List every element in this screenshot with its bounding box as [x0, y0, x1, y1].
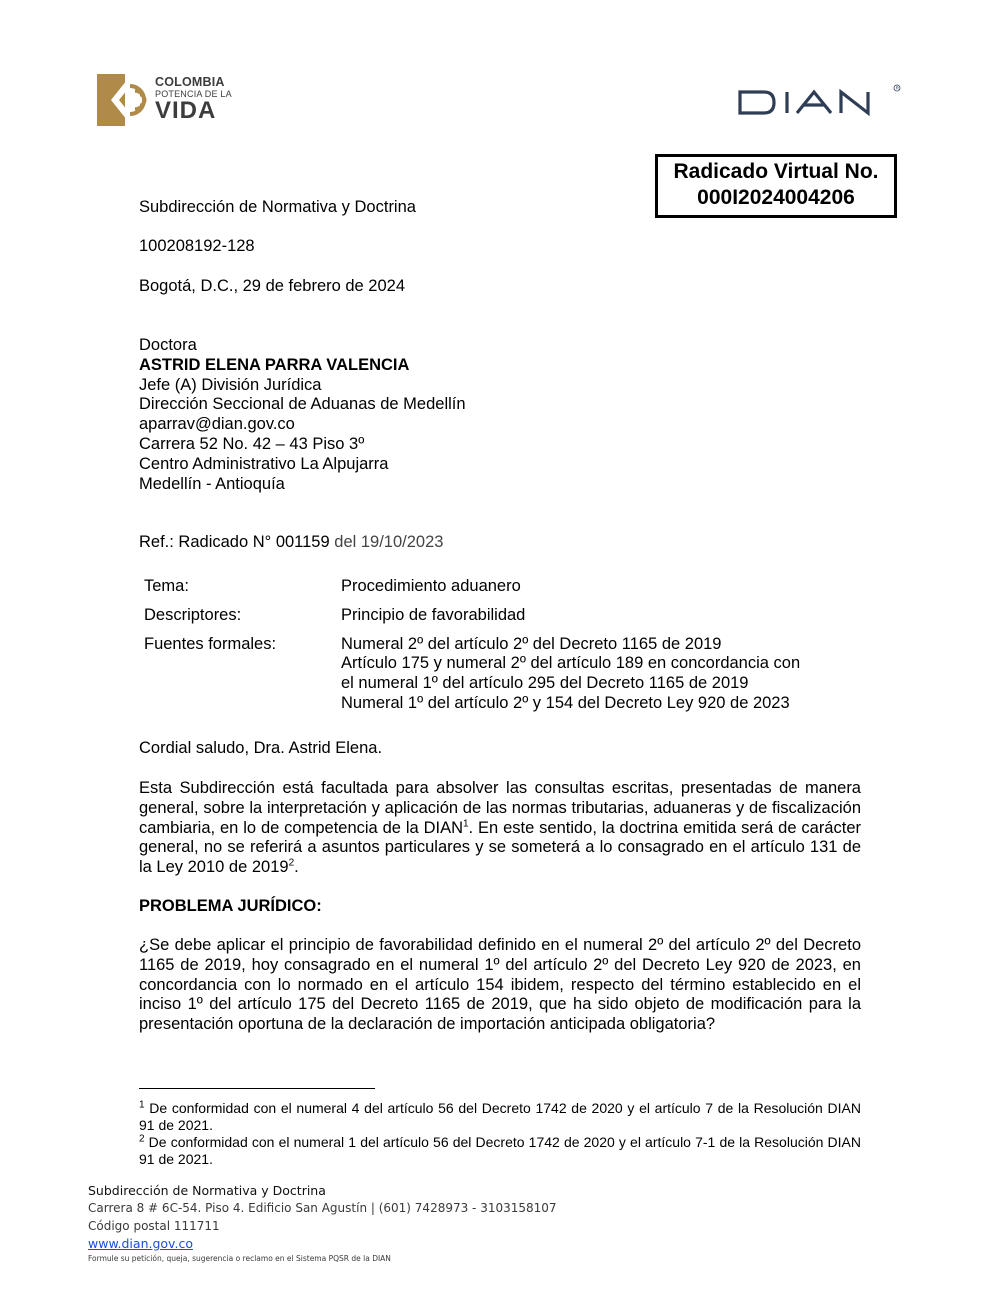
- fuentes-line: el numeral 1º del artículo 295 del Decreto 1165 de 2019: [341, 674, 749, 693]
- tema-label: Tema:: [144, 577, 189, 595]
- fuentes-label: Fuentes formales:: [144, 634, 277, 653]
- logo-line-vida: VIDA: [155, 96, 217, 124]
- footer-address: Carrera 8 # 6C-54. Piso 4. Edificio San Agustín | (601) 7428973 - 3103158107: [88, 1201, 557, 1215]
- reference-date: del 19/10/2023: [334, 533, 444, 551]
- footnote-separator: [139, 1088, 375, 1089]
- footnote-1: [139, 1100, 861, 1134]
- descriptores-row: [144, 606, 800, 635]
- radicado-title: Radicado Virtual No.: [673, 160, 879, 183]
- footnote-text-2: De conformidad con el numeral 1 del artículo 56 del Decreto 1742 de 2020 y el artículo 7-1 de la Resolución DIAN 91 de 2021.: [139, 1134, 861, 1167]
- footnote-ref-2: 2: [288, 857, 295, 869]
- fuentes-line: Numeral 2º del artículo 2º del Decreto 1165 de 2019: [341, 634, 722, 653]
- recipient-name: ASTRID ELENA PARRA VALENCIA: [139, 355, 410, 374]
- logo-line-potencia: POTENCIA DE LA: [155, 88, 232, 99]
- recipient-city: Medellín - Antioquía: [139, 474, 285, 493]
- recipient-address: Carrera 52 No. 42 – 43 Piso 3º: [139, 434, 365, 453]
- footer-office: Subdirección de Normativa y Doctrina: [88, 1183, 326, 1198]
- intro-paragraph: [139, 779, 861, 878]
- footnote-mark-1: 1: [139, 1099, 145, 1111]
- reference-line: [139, 533, 443, 553]
- recipient-salutation: Doctora: [139, 336, 197, 354]
- sender-office: Subdirección de Normativa y Doctrina: [139, 198, 416, 216]
- recipient-block: [139, 336, 466, 494]
- letter-date: Bogotá, D.C., 29 de febrero de 2024: [139, 277, 406, 295]
- fuentes-value: [341, 635, 800, 714]
- greeting: Cordial saludo, Dra. Astrid Elena.: [139, 739, 383, 757]
- colombia-logo-mark-icon: [97, 74, 151, 126]
- descriptores-value: Principio de favorabilidad: [341, 605, 526, 624]
- problem-paragraph: ¿Se debe aplicar el principio de favorabilidad definido en el numeral 2º del artículo 2º del Decreto 1165 de 2019, hoy consagrado en el numeral 1º del artículo 2º del Decreto Ley 920 de 2023, en concordancia con lo normado en el artículo 154 ibidem, respecto del término establecido en el inciso 1º del artículo 175 del Decreto 1165 de 2019, que ha sido objeto de modificación para la presentación oportuna de la declaración de importación anticipada obligatoria?: [139, 936, 861, 1034]
- dian-logo: [737, 82, 903, 122]
- intro-text-1: Esta Subdirección está facultada para absolver las consultas escritas, presentadas de manera general, sobre la interpretación y aplicación de las normas tributarias, aduaneras y de fiscalización cambiaria, en lo de competencia de la DIAN: [139, 779, 861, 837]
- descriptores-label: Descriptores:: [144, 605, 242, 624]
- dian-logo-icon: [737, 82, 903, 122]
- tema-value: Procedimiento aduanero: [341, 577, 521, 595]
- recipient-email: aparrav@dian.gov.co: [139, 415, 295, 434]
- letter-number: 100208192-128: [139, 237, 255, 255]
- problem-heading: PROBLEMA JURÍDICO:: [139, 897, 322, 915]
- colombia-potencia-de-la-vida-logo: [97, 74, 237, 128]
- footnote-ref-1: 1: [462, 818, 469, 830]
- fuentes-row: [144, 635, 800, 714]
- page-footer: [88, 1182, 788, 1265]
- reference-radicado: Ref.: Radicado N° 001159: [139, 533, 330, 551]
- logo-line-colombia: COLOMBIA: [155, 75, 225, 89]
- radicado-number: 000I2024004206: [697, 186, 855, 209]
- recipient-position: Jefe (A) División Jurídica: [139, 375, 322, 394]
- recipient-division: Dirección Seccional de Aduanas de Medellín: [139, 395, 466, 414]
- radicado-virtual-box: [655, 154, 897, 218]
- recipient-building: Centro Administrativo La Alpujarra: [139, 454, 389, 473]
- footnotes: [139, 1100, 861, 1168]
- footer-website-link[interactable]: www.dian.gov.co: [88, 1236, 193, 1251]
- footnote-mark-2: 2: [139, 1133, 145, 1145]
- topic-row: [144, 577, 800, 606]
- svg-text:R: R: [895, 85, 899, 91]
- footer-pqsr-note: Formule su petición, queja, sugerencia o reclamo en el Sistema PQSR de la DIAN: [88, 1254, 391, 1263]
- intro-text-2: . En este sentido, la doctrina emitida será de carácter general, no se referirá a asuntos particulares y se someterá a lo consagrado en el artículo 131 de la Ley 2010 de 2019: [139, 818, 861, 877]
- footnote-text-1: De conformidad con el numeral 4 del artículo 56 del Decreto 1742 de 2020 y el artículo 7 de la Resolución DIAN 91 de 2021.: [139, 1100, 861, 1133]
- fuentes-line: Artículo 175 y numeral 2º del artículo 189 en concordancia con: [341, 654, 801, 673]
- footnote-2: [139, 1134, 861, 1168]
- fuentes-line: Numeral 1º del artículo 2º y 154 del Decreto Ley 920 de 2023: [341, 693, 790, 712]
- topic-table: [144, 577, 800, 714]
- intro-text-3: .: [294, 858, 299, 877]
- footer-postal: Código postal 111711: [88, 1219, 220, 1233]
